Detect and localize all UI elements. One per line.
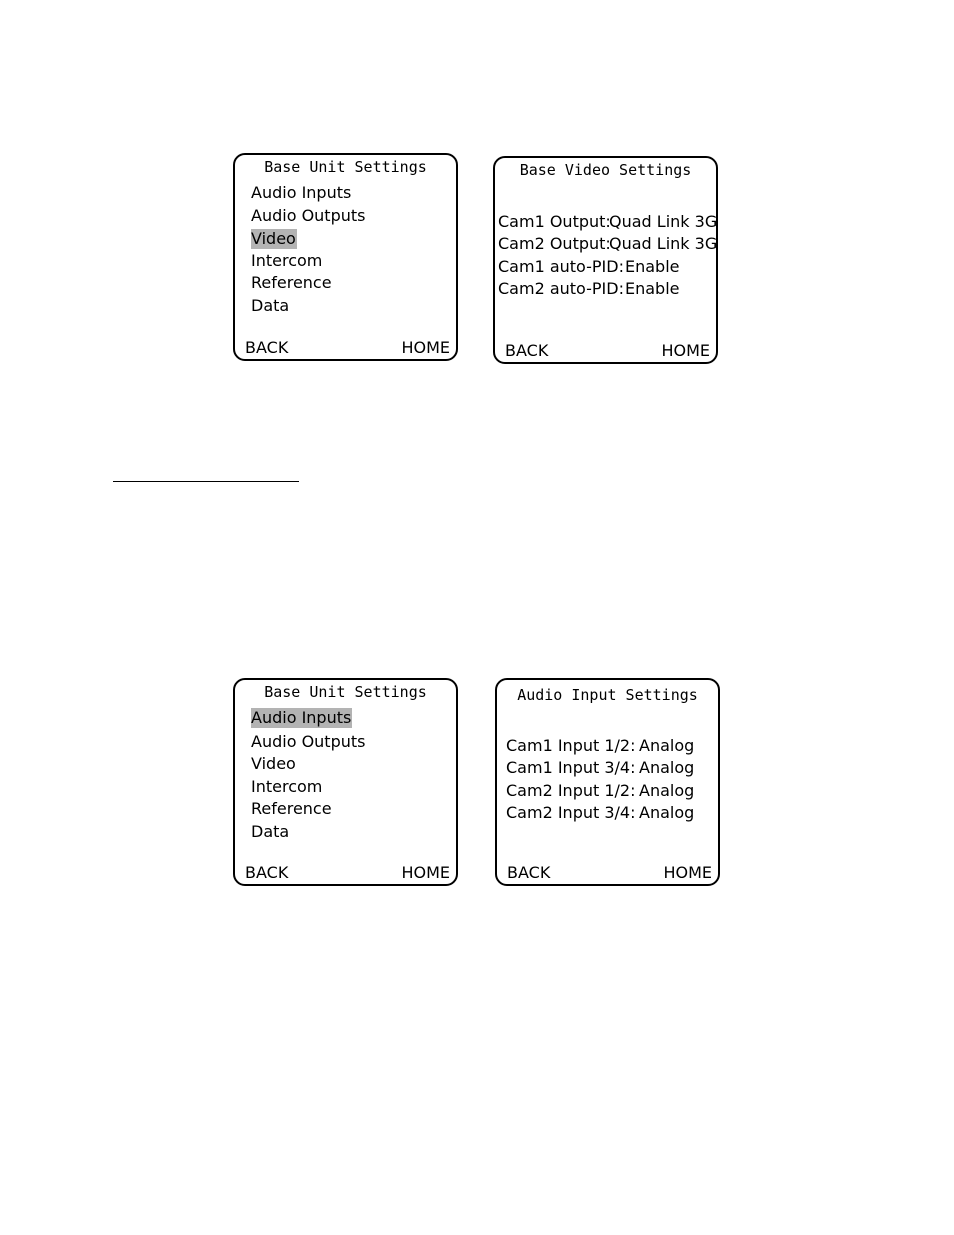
underline-divider: [113, 481, 299, 482]
setting-label: Cam1 Input 3/4:: [506, 758, 636, 777]
base-unit-settings-screen: [233, 153, 458, 361]
setting-value: Quad Link 3G: [609, 212, 718, 231]
menu-item-intercom[interactable]: Intercom: [251, 777, 323, 796]
setting-label: Cam1 Output:: [498, 212, 611, 231]
setting-value: Analog: [639, 736, 695, 755]
home-button[interactable]: HOME: [401, 863, 450, 882]
menu-item-audio-inputs[interactable]: Audio Inputs: [251, 708, 352, 727]
back-button[interactable]: BACK: [245, 863, 289, 882]
setting-label: Cam2 Output:: [498, 234, 611, 253]
menu-item-video[interactable]: Video: [251, 754, 296, 773]
home-button[interactable]: HOME: [663, 863, 712, 882]
back-button[interactable]: BACK: [245, 338, 289, 357]
menu-item-intercom[interactable]: Intercom: [251, 251, 323, 270]
menu-item-video[interactable]: Video: [251, 229, 296, 248]
setting-value: Enable: [625, 257, 680, 276]
screen-title: Base Unit Settings: [264, 683, 427, 701]
home-button[interactable]: HOME: [401, 338, 450, 357]
base-video-settings-screen: [493, 156, 718, 364]
menu-item-audio-inputs[interactable]: Audio Inputs: [251, 183, 352, 202]
back-button[interactable]: BACK: [505, 341, 549, 360]
setting-value: Analog: [639, 781, 695, 800]
setting-label: Cam2 auto-PID:: [498, 279, 624, 298]
menu-item-reference[interactable]: Reference: [251, 799, 332, 818]
setting-label: Cam2 Input 1/2:: [506, 781, 636, 800]
setting-label: Cam1 Input 1/2:: [506, 736, 636, 755]
audio-input-settings-screen: [495, 678, 720, 886]
home-button[interactable]: HOME: [661, 341, 710, 360]
menu-item-reference[interactable]: Reference: [251, 273, 332, 292]
menu-item-audio-outputs[interactable]: Audio Outputs: [251, 732, 366, 751]
setting-label: Cam2 Input 3/4:: [506, 803, 636, 822]
setting-value: Analog: [639, 758, 695, 777]
menu-item-audio-outputs[interactable]: Audio Outputs: [251, 206, 366, 225]
setting-value: Quad Link 3G: [609, 234, 718, 253]
setting-value: Enable: [625, 279, 680, 298]
screen-title: Audio Input Settings: [517, 686, 698, 704]
menu-item-data[interactable]: Data: [251, 296, 290, 315]
setting-value: Analog: [639, 803, 695, 822]
setting-label: Cam1 auto-PID:: [498, 257, 624, 276]
screen-title: Base Unit Settings: [264, 158, 427, 176]
menu-item-data[interactable]: Data: [251, 822, 290, 841]
base-unit-settings-screen: [233, 678, 458, 886]
back-button[interactable]: BACK: [507, 863, 551, 882]
screen-title: Base Video Settings: [519, 161, 692, 179]
